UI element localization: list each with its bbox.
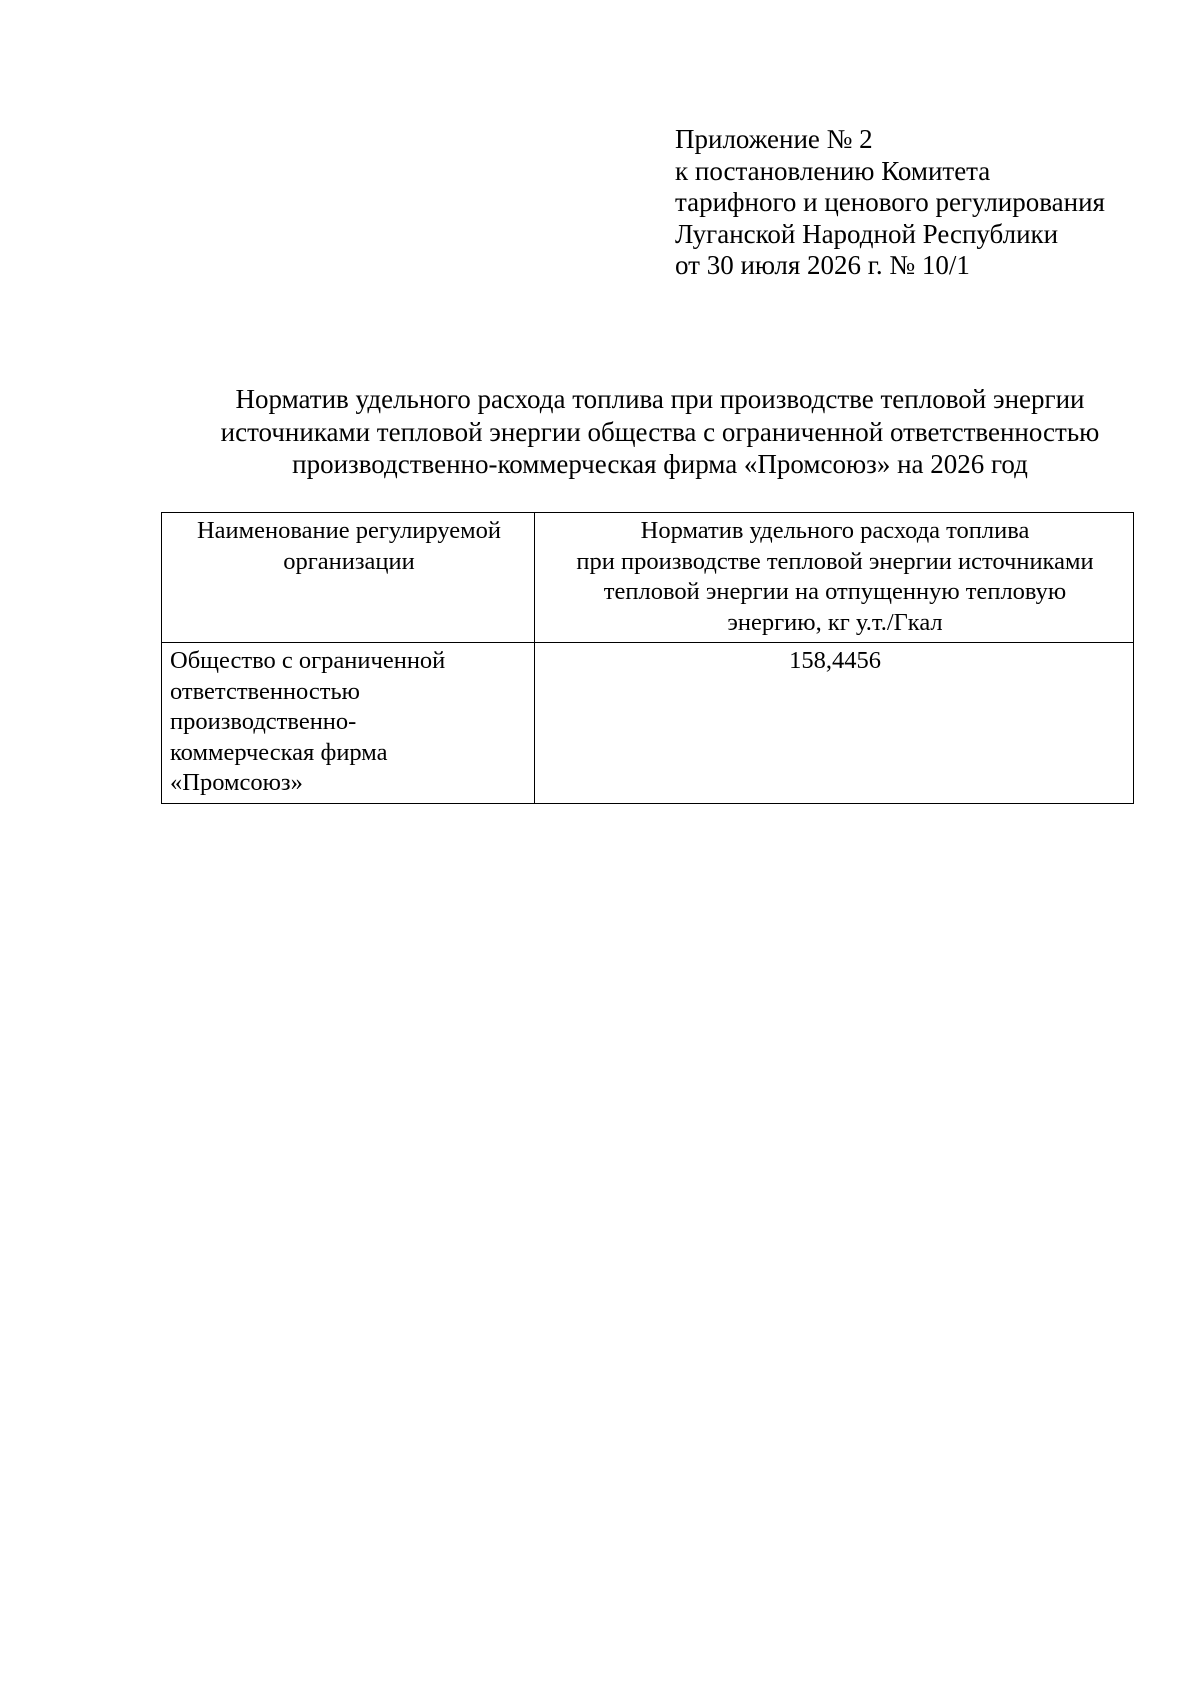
organization-text: ответственностью [170,677,360,705]
header-organization [162,513,535,643]
table-row [162,643,1134,804]
appendix-number: Приложение № 2 [675,124,873,154]
header-text: Норматив удельного расхода топлива [640,517,1030,544]
title-line: Норматив удельного расхода топлива при производстве тепловой энергии [235,384,1085,414]
header-text: организации [283,547,415,575]
organization-text: коммерческая фирма [170,738,388,766]
appendix-republic: Луганской Народной Республики [675,218,1059,249]
table-header-row [162,513,1134,643]
header-text: энергию, кг у.т./Гкал [727,608,943,636]
organization-text: Общество с ограниченной [170,647,446,674]
header-norm [535,513,1134,643]
title-line: источниками тепловой энергии общества с ограниченной ответственностью [220,416,1100,447]
title-line: производственно-коммерческая фирма «Промсоюз» на 2026 год [292,449,1028,479]
appendix-block [675,124,1165,282]
header-text: тепловой энергии на отпущенную тепловую [603,578,1067,605]
header-text: Наименование регулируемой [196,517,502,544]
organization-cell [162,643,535,804]
norm-value-cell: 158,4456 [535,643,1134,804]
appendix-committee: тарифного и ценового регулирования [675,187,1105,217]
appendix-resolution-ref: к постановлению Комитета [675,155,991,186]
organization-text: «Промсоюз» [170,769,303,796]
appendix-date-number: от 30 июля 2026 г. № 10/1 [675,250,970,280]
header-text: при производстве тепловой энергии источниками [576,547,1094,575]
document-title [120,383,1200,481]
norm-table [161,512,1134,804]
organization-text: производственно- [170,708,357,735]
